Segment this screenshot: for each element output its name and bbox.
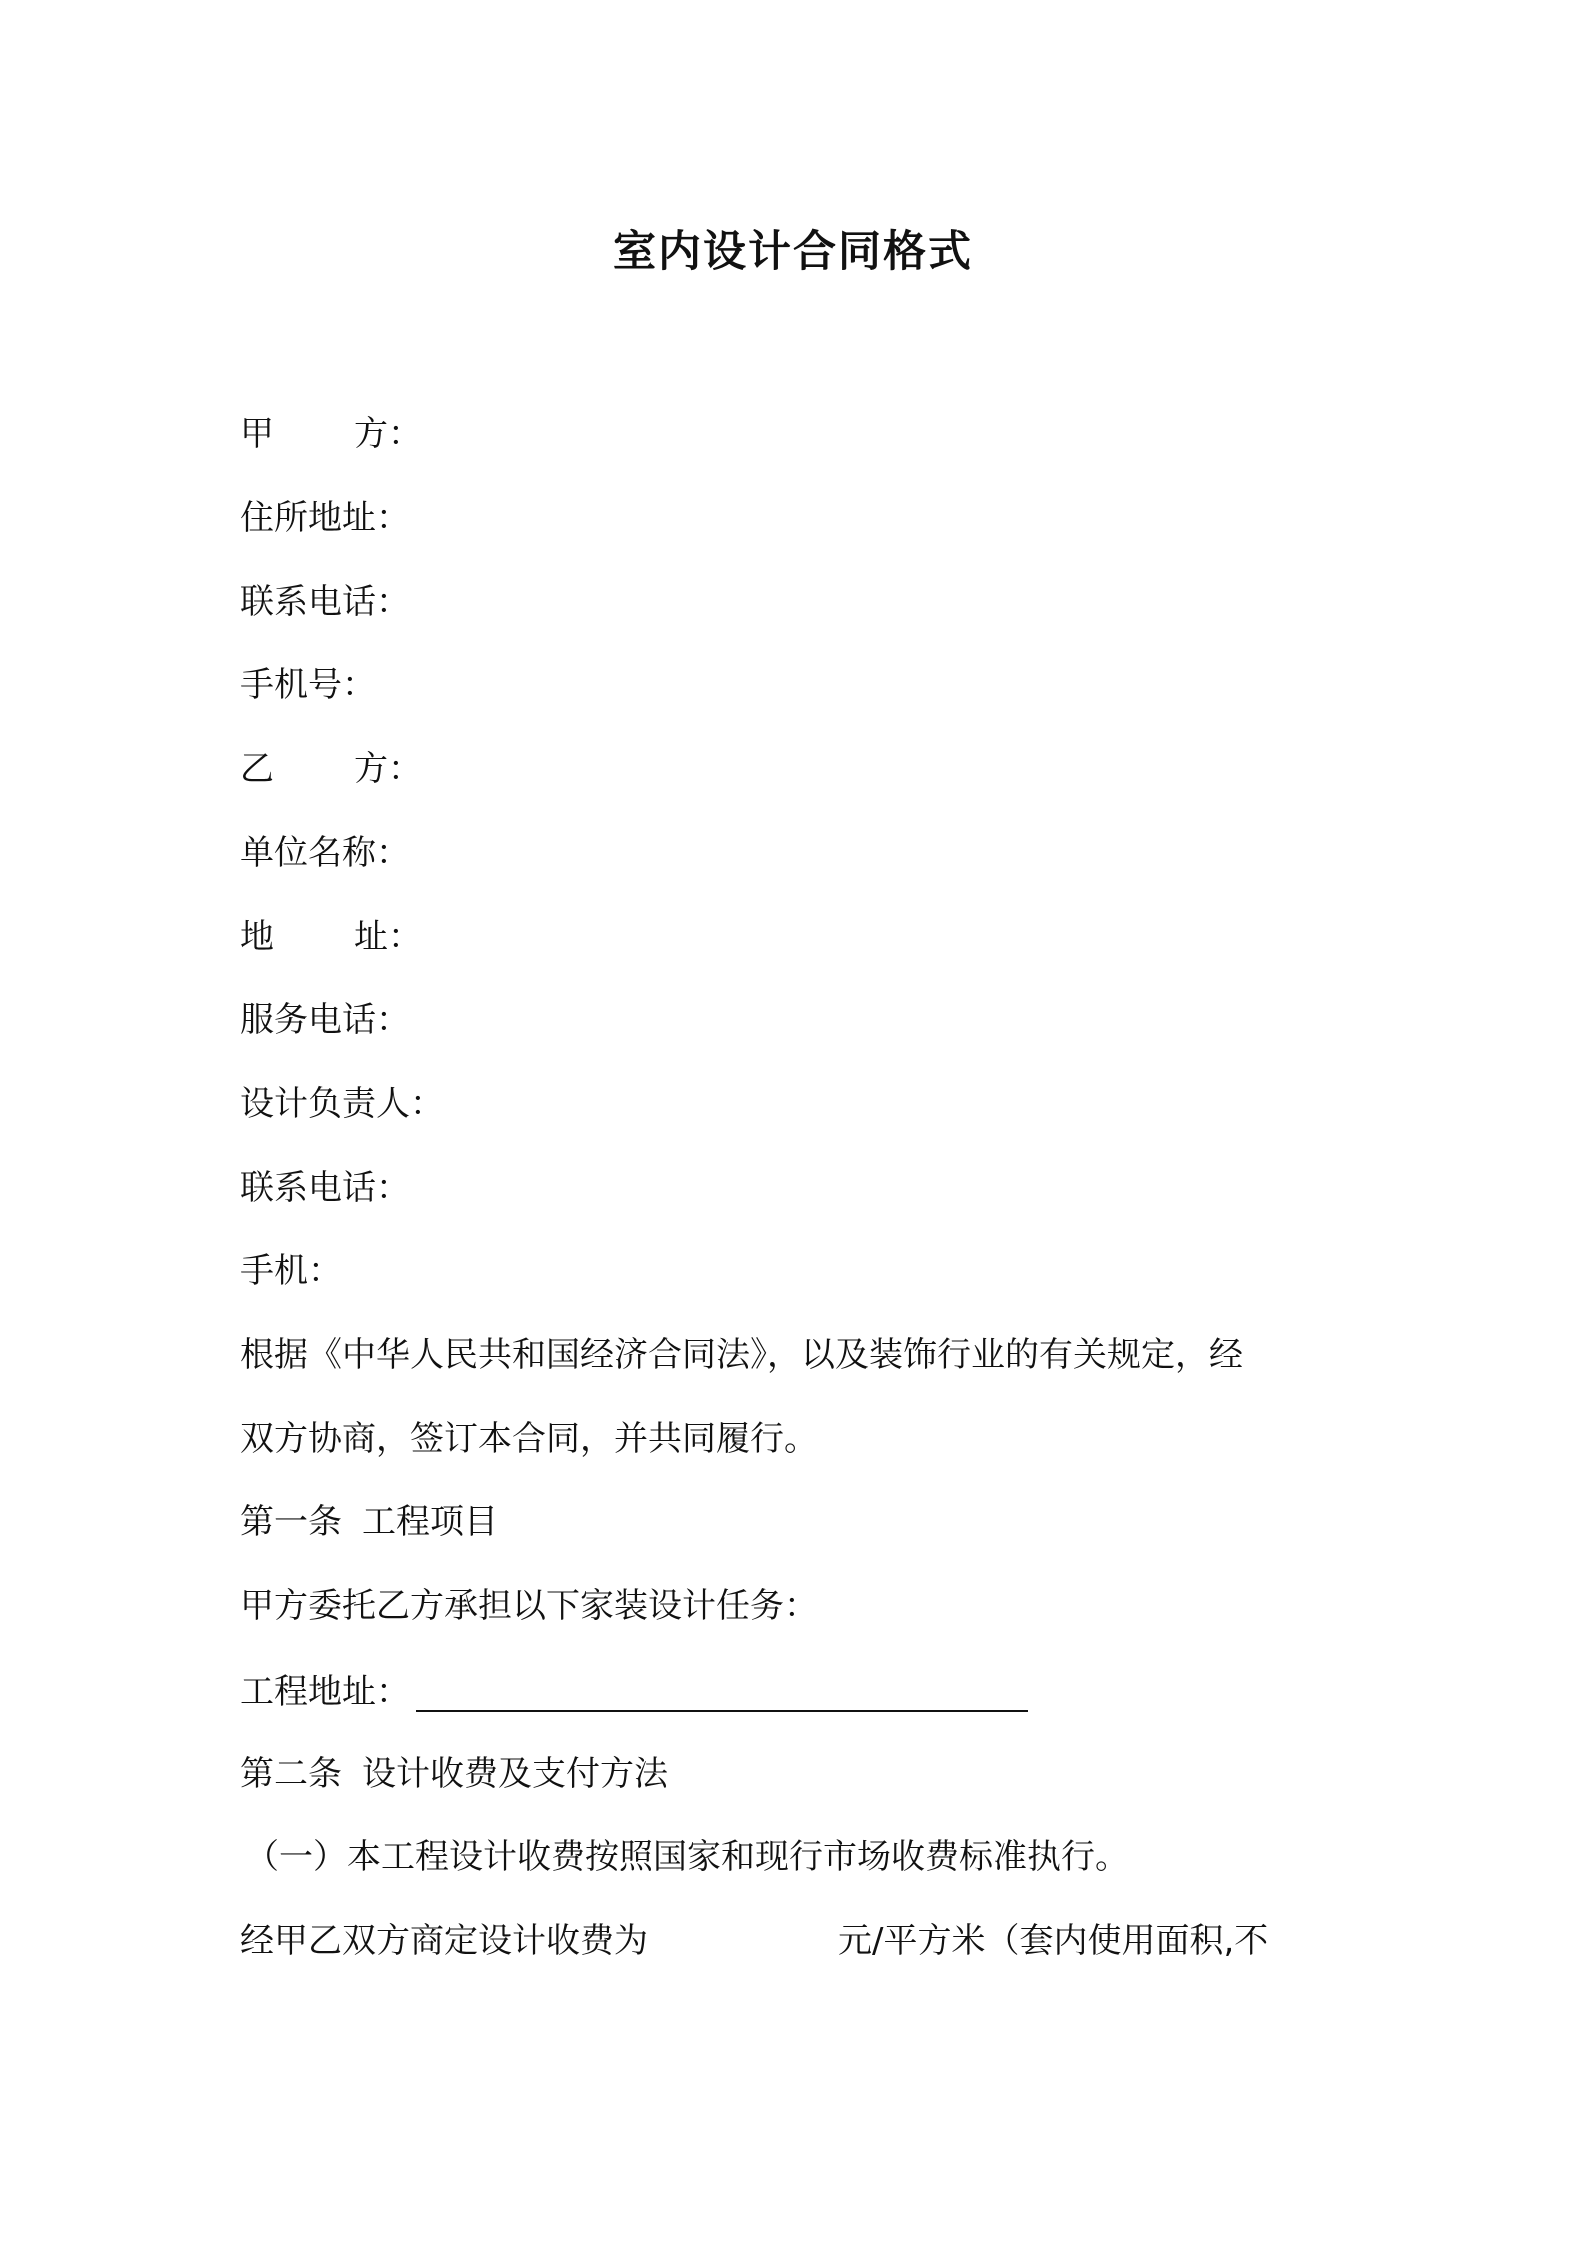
fee-part-1: 经甲乙双方商定设计收费为 <box>240 1921 648 1961</box>
article2-item1 <box>245 1837 1129 1877</box>
document-title: 室内设计合同格式 <box>613 227 973 277</box>
party-b-phone: 联系电话： <box>240 1168 410 1208</box>
party-a-line <box>240 414 422 454</box>
party-a-mobile: 手机号： <box>240 665 376 705</box>
party-a-label-2: 方： <box>354 414 422 454</box>
article2-number: 第二条 <box>240 1754 342 1794</box>
party-b-address-line <box>240 917 422 957</box>
fee-line <box>240 1921 1268 1961</box>
party-a-phone: 联系电话： <box>240 582 410 622</box>
project-address-label: 工程地址： <box>240 1672 410 1712</box>
party-b-designer: 设计负责人： <box>240 1084 444 1124</box>
party-b-company: 单位名称： <box>240 833 410 873</box>
article1-body: 甲方委托乙方承担以下家装设计任务： <box>240 1586 818 1626</box>
party-a-label-1: 甲 <box>240 414 274 454</box>
fee-part-2: 元/平方米（套内使用面积,不 <box>838 1921 1269 1961</box>
party-b-address-label-1: 地 <box>240 917 274 957</box>
article2-item1-text: 本工程设计收费按照国家和现行市场收费标准执行。 <box>347 1837 1129 1877</box>
article2-title: 设计收费及支付方法 <box>362 1754 668 1794</box>
party-b-label-1: 乙 <box>240 749 274 789</box>
preamble-line-1: 根据《中华人民共和国经济合同法》，以及装饰行业的有关规定，经 <box>240 1335 1243 1375</box>
article1-heading <box>240 1502 498 1542</box>
party-b-line <box>240 749 422 789</box>
party-b-service-phone: 服务电话： <box>240 1000 410 1040</box>
article2-item1-number: （一） <box>245 1837 347 1877</box>
project-address-blank[interactable] <box>416 1676 1028 1712</box>
preamble-line-2: 双方协商，签订本合同，并共同履行。 <box>240 1419 818 1459</box>
article2-heading <box>240 1754 668 1794</box>
party-a-address: 住所地址： <box>240 498 410 538</box>
party-b-label-2: 方： <box>354 749 422 789</box>
party-b-mobile: 手机： <box>240 1251 342 1291</box>
project-address-line <box>240 1672 1028 1712</box>
article1-number: 第一条 <box>240 1502 342 1542</box>
party-b-address-label-2: 址： <box>354 917 422 957</box>
article1-title: 工程项目 <box>362 1502 498 1542</box>
